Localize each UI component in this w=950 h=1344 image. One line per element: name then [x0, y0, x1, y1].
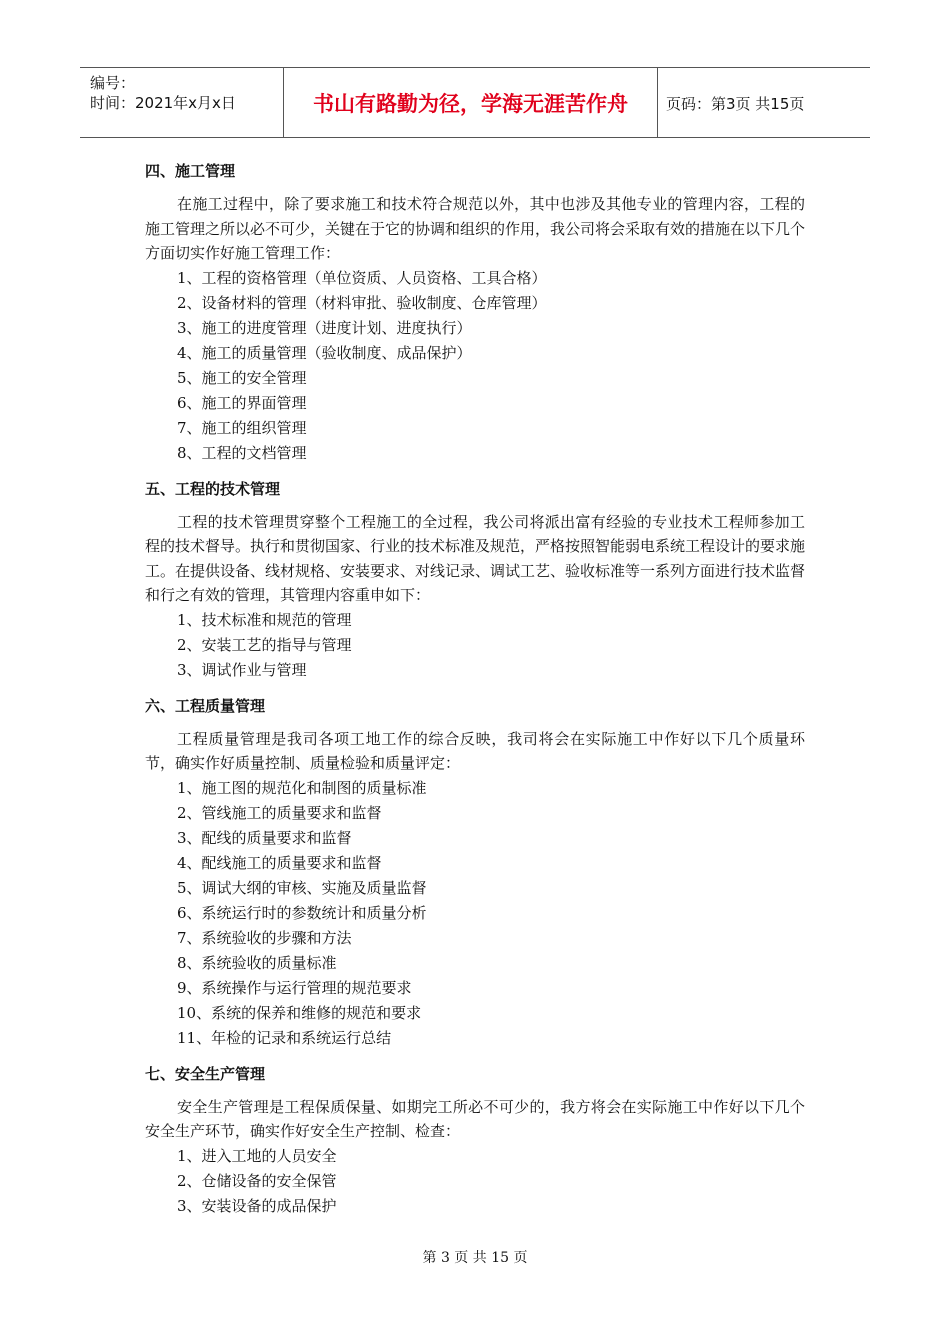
list-item: 1、施工图的规范化和制图的质量标准 — [177, 778, 427, 797]
page-info: 页码：第3页 共15页 — [666, 95, 805, 113]
header-meta-cell — [80, 68, 284, 137]
header-page-cell — [658, 68, 870, 137]
list-item: 2、管线施工的质量要求和监督 — [177, 803, 382, 822]
list-item: 4、配线施工的质量要求和监督 — [177, 853, 382, 872]
list-item: 1、进入工地的人员安全 — [177, 1146, 337, 1165]
list-item: 7、施工的组织管理 — [177, 418, 307, 437]
list-item: 1、工程的资格管理（单位资质、人员资格、工具合格） — [177, 268, 547, 287]
list-item: 2、仓储设备的安全保管 — [177, 1171, 337, 1190]
time-label: 时间：2021年x月x日 — [90, 94, 236, 112]
list-item: 3、调试作业与管理 — [177, 660, 307, 679]
list-item: 2、安装工艺的指导与管理 — [177, 635, 352, 654]
page-header — [80, 67, 870, 138]
list-item: 5、施工的安全管理 — [177, 368, 307, 387]
list-item: 9、系统操作与运行管理的规范要求 — [177, 978, 412, 997]
list-item: 5、调试大纲的审核、实施及质量监督 — [177, 878, 427, 897]
list-item: 1、技术标准和规范的管理 — [177, 610, 352, 629]
list-item: 6、施工的界面管理 — [177, 393, 307, 412]
list-item: 4、施工的质量管理（验收制度、成品保护） — [177, 343, 472, 362]
list-item: 10、系统的保养和维修的规范和要求 — [177, 1003, 422, 1022]
list-item: 3、配线的质量要求和监督 — [177, 828, 352, 847]
number-label: 编号： — [90, 74, 136, 92]
list-item: 7、系统验收的步骤和方法 — [177, 928, 352, 947]
list-item: 8、系统验收的质量标准 — [177, 953, 337, 972]
section-paragraph: 工程的技术管理贯穿整个工程施工的全过程，我公司将派出富有经验的专业技术工程师参加工程的技术督导。执行和贯彻国家、行业的技术标准及规范，严格按照智能弱电系统工程设计的要求施工。在提供设备、线材规格、安装要求、对线记录、调试工艺、验收标准等一系列方面进行技术监督和行之有效的管理，其管理内容重申如下： — [145, 512, 806, 604]
document-body — [145, 158, 805, 1219]
section-heading: 七、安全生产管理 — [145, 1064, 266, 1083]
section-heading: 五、工程的技术管理 — [145, 479, 281, 498]
list-item: 3、施工的进度管理（进度计划、进度执行） — [177, 318, 472, 337]
section-heading: 六、工程质量管理 — [145, 696, 266, 715]
header-motto-cell — [284, 68, 658, 137]
list-item: 8、工程的文档管理 — [177, 443, 307, 462]
section-paragraph: 安全生产管理是工程保质保量、如期完工所必不可少的，我方将会在实际施工中作好以下几个安全生产环节，确实作好安全生产控制、检查： — [145, 1097, 805, 1140]
page-footer: 第 3 页 共 15 页 — [422, 1250, 528, 1266]
section-heading: 四、施工管理 — [145, 162, 236, 180]
list-item: 2、设备材料的管理（材料审批、验收制度、仓库管理） — [177, 293, 547, 312]
section-paragraph: 工程质量管理是我司各项工地工作的综合反映，我司将会在实际施工中作好以下几个质量环节，确实作好质量控制、质量检验和质量评定： — [145, 729, 805, 772]
motto: 书山有路勤为径，学海无涯苦作舟 — [313, 92, 628, 116]
list-item: 6、系统运行时的参数统计和质量分析 — [177, 903, 427, 922]
list-item: 11、年检的记录和系统运行总结 — [177, 1028, 392, 1047]
list-item: 3、安装设备的成品保护 — [177, 1196, 337, 1215]
section-paragraph: 在施工过程中，除了要求施工和技术符合规范以外，其中也涉及其他专业的管理内容，工程的施工管理之所以必不可少，关键在于它的协调和组织的作用，我公司将会采取有效的措施在以下几个方面切实作好施工管理工作： — [145, 195, 806, 262]
